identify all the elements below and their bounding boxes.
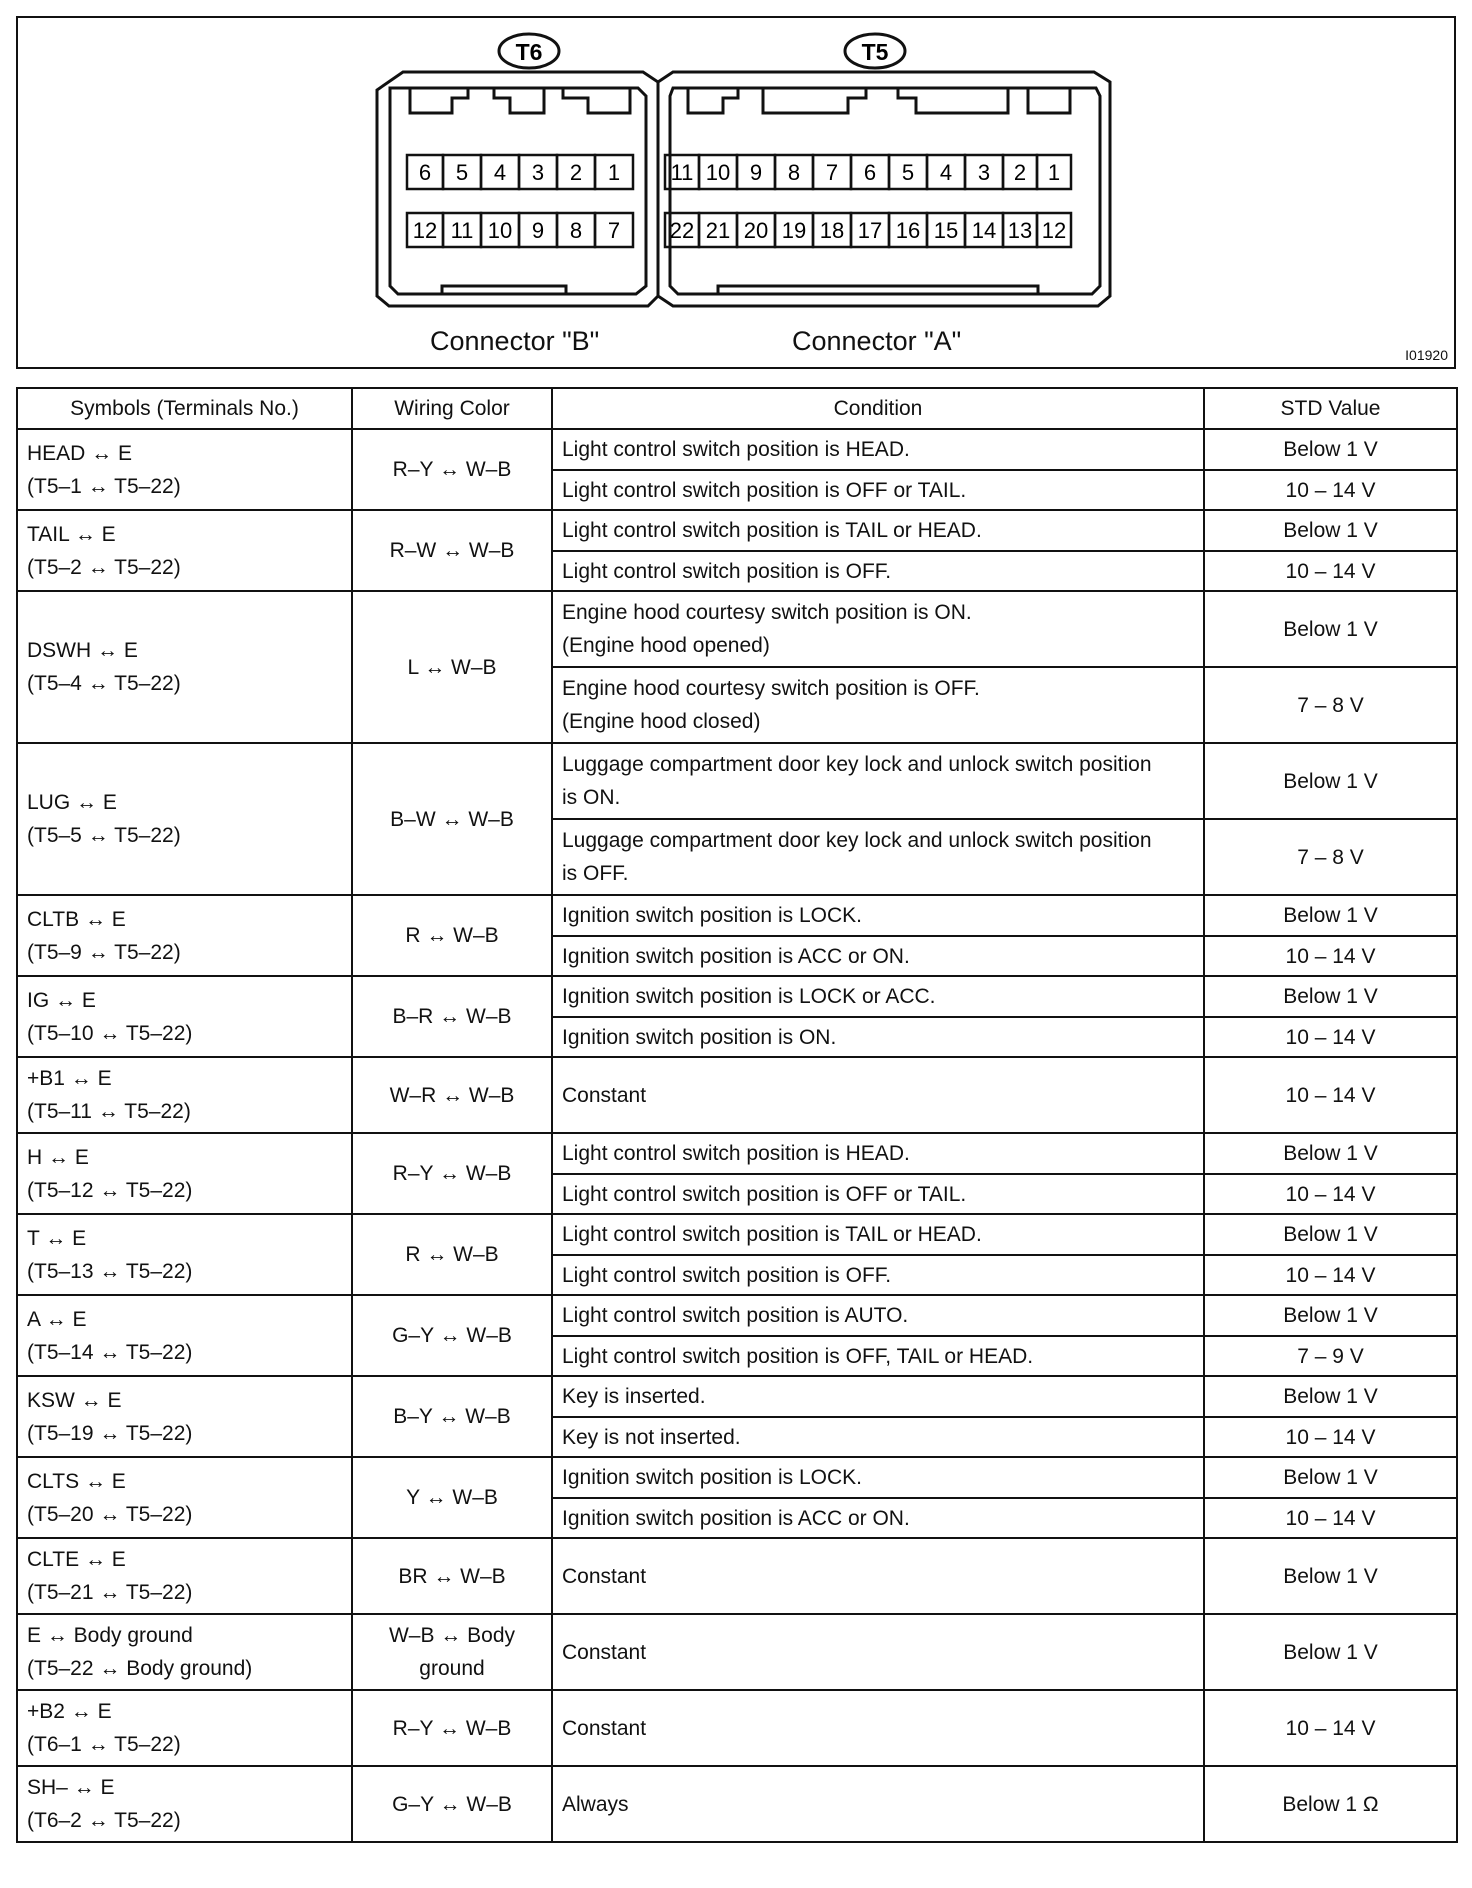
connector-b-pin-number: 11 bbox=[450, 218, 474, 243]
terminal-numbers: (T5–22 ↔ Body ground) bbox=[27, 1657, 253, 1680]
condition-cell bbox=[552, 1614, 1204, 1690]
wiring-color: R ↔ W–B bbox=[405, 1243, 499, 1266]
wiring-color-cell bbox=[352, 895, 552, 976]
connector-diagram bbox=[16, 16, 1456, 369]
terminal-numbers: (T5–5 ↔ T5–22) bbox=[27, 824, 181, 847]
connector-b-pin-number: 3 bbox=[531, 160, 545, 185]
wiring-color: R ↔ W–B bbox=[405, 924, 499, 947]
table-row bbox=[17, 976, 1457, 1017]
connector-b-pins bbox=[407, 155, 633, 247]
condition-text: Light control switch position is AUTO. bbox=[562, 1304, 909, 1327]
wiring-color: G–Y ↔ W–B bbox=[392, 1324, 512, 1347]
wiring-color-cell bbox=[352, 1538, 552, 1614]
wiring-color-cell bbox=[352, 1457, 552, 1538]
symbol-cell bbox=[17, 429, 352, 510]
table-row bbox=[17, 1766, 1457, 1842]
table-row bbox=[17, 1133, 1457, 1174]
std-value-cell: 7 – 8 V bbox=[1204, 667, 1457, 743]
symbol-name: LUG ↔ E bbox=[27, 791, 117, 814]
std-value-cell: Below 1 V bbox=[1204, 1376, 1457, 1417]
table-row bbox=[17, 429, 1457, 470]
std-value-cell: 10 – 14 V bbox=[1204, 1174, 1457, 1214]
condition-text: Light control switch position is TAIL or HEAD. bbox=[562, 1223, 982, 1246]
terminal-numbers: (T5–4 ↔ T5–22) bbox=[27, 672, 181, 695]
condition-text: Engine hood courtesy switch position is ON. bbox=[562, 601, 972, 624]
wiring-color: B–Y ↔ W–B bbox=[393, 1405, 511, 1428]
condition-text: Ignition switch position is LOCK. bbox=[562, 1466, 862, 1489]
connector-a-pin-number: 11 bbox=[670, 160, 694, 185]
std-value-cell: Below 1 Ω bbox=[1204, 1766, 1457, 1842]
symbol-name: CLTB ↔ E bbox=[27, 907, 126, 931]
condition-cell bbox=[552, 470, 1204, 510]
condition-cell bbox=[552, 1017, 1204, 1057]
std-value-cell: Below 1 V bbox=[1204, 895, 1457, 936]
std-value-cell: Below 1 V bbox=[1204, 1457, 1457, 1498]
connector-b-pin-number: 5 bbox=[455, 160, 469, 185]
symbol-cell bbox=[17, 1457, 352, 1538]
wiring-color: W–R ↔ W–B bbox=[389, 1083, 515, 1107]
connector-b-pin-number: 9 bbox=[531, 218, 545, 243]
connector-a-pin-number: 3 bbox=[977, 160, 991, 185]
terminal-numbers: (T5–21 ↔ T5–22) bbox=[27, 1581, 193, 1604]
connector-a-pin-number: 14 bbox=[971, 218, 997, 243]
condition-cell bbox=[552, 510, 1204, 551]
condition-text: Light control switch position is OFF or TAIL. bbox=[562, 1182, 967, 1206]
condition-text: Ignition switch position is ON. bbox=[562, 1025, 837, 1049]
std-value-cell: Below 1 V bbox=[1204, 510, 1457, 551]
std-value-cell: 7 – 8 V bbox=[1204, 819, 1457, 895]
condition-cell bbox=[552, 667, 1204, 743]
wiring-color-cell bbox=[352, 743, 552, 895]
symbol-name: A ↔ E bbox=[27, 1307, 87, 1331]
terminal-numbers: (T6–1 ↔ T5–22) bbox=[27, 1733, 181, 1756]
condition-cell bbox=[552, 1498, 1204, 1538]
symbol-cell bbox=[17, 510, 352, 591]
connector-b-label: Connector "B" bbox=[430, 326, 600, 356]
connector-a-pin-number: 10 bbox=[705, 160, 731, 185]
symbol-name: DSWH ↔ E bbox=[27, 639, 138, 662]
table-row bbox=[17, 1057, 1457, 1133]
symbol-name: +B2 ↔ E bbox=[27, 1700, 112, 1723]
condition-cell bbox=[552, 1457, 1204, 1498]
table-row bbox=[17, 1295, 1457, 1336]
connector-a-pins bbox=[665, 155, 1071, 247]
wiring-color: Y ↔ W–B bbox=[406, 1486, 498, 1509]
condition-cell bbox=[552, 895, 1204, 936]
symbol-name: H ↔ E bbox=[27, 1145, 89, 1169]
terminal-numbers: (T5–9 ↔ T5–22) bbox=[27, 940, 181, 964]
condition-text: Light control switch position is OFF. bbox=[562, 559, 892, 583]
condition-cell bbox=[552, 429, 1204, 470]
condition-text: Constant bbox=[562, 1083, 647, 1107]
symbol-name: SH– ↔ E bbox=[27, 1776, 115, 1799]
terminal-numbers: (T5–20 ↔ T5–22) bbox=[27, 1502, 193, 1526]
condition-cell bbox=[552, 1214, 1204, 1255]
connector-b-pin-number: 7 bbox=[607, 218, 621, 243]
wiring-color-cell bbox=[352, 1614, 552, 1690]
connector-a-pin-number: 7 bbox=[825, 160, 839, 185]
wiring-color-cell bbox=[352, 1133, 552, 1214]
header-condition: Condition bbox=[552, 388, 1204, 429]
connector-b-pin-number: 8 bbox=[569, 218, 583, 243]
connector-a-pin-number: 20 bbox=[743, 218, 769, 243]
condition-text: Light control switch position is HEAD. bbox=[562, 1142, 910, 1165]
connector-b-pin-number: 1 bbox=[607, 160, 621, 185]
condition-text: Light control switch position is HEAD. bbox=[562, 438, 910, 461]
std-value-cell: 10 – 14 V bbox=[1204, 1017, 1457, 1057]
terminal-numbers: (T5–2 ↔ T5–22) bbox=[27, 555, 181, 579]
condition-cell bbox=[552, 1336, 1204, 1376]
std-value-cell: 10 – 14 V bbox=[1204, 1057, 1457, 1133]
connector-a-label: Connector "A" bbox=[792, 326, 962, 356]
symbol-cell bbox=[17, 591, 352, 743]
condition-text: Constant bbox=[562, 1716, 647, 1740]
std-value-cell: Below 1 V bbox=[1204, 1133, 1457, 1174]
condition-cell bbox=[552, 591, 1204, 667]
connector-a-pin-number: 9 bbox=[749, 160, 763, 185]
connector-b-pin-number: 12 bbox=[412, 218, 438, 243]
table-row bbox=[17, 1214, 1457, 1255]
wiring-color-cell bbox=[352, 1295, 552, 1376]
condition-text: Ignition switch position is ACC or ON. bbox=[562, 1506, 910, 1530]
wiring-color: R–Y ↔ W–B bbox=[392, 1162, 512, 1185]
connector-b-pin-number: 6 bbox=[418, 160, 432, 185]
condition-cell bbox=[552, 1057, 1204, 1133]
wiring-color: B–R ↔ W–B bbox=[392, 1005, 512, 1028]
connector-a-pin-number: 16 bbox=[895, 218, 921, 243]
wiring-color-cell bbox=[352, 429, 552, 510]
condition-cell bbox=[552, 1417, 1204, 1457]
connector-drawing bbox=[18, 18, 1458, 371]
connector-a-pin-number: 22 bbox=[669, 218, 695, 243]
table-row bbox=[17, 1538, 1457, 1614]
condition-text: Key is inserted. bbox=[562, 1385, 706, 1408]
wiring-color: R–W ↔ W–B bbox=[389, 539, 515, 562]
connector-a-pin-number: 21 bbox=[705, 218, 731, 243]
symbol-name: HEAD ↔ E bbox=[27, 441, 133, 465]
condition-cell bbox=[552, 1690, 1204, 1766]
terminal-numbers: (T6–2 ↔ T5–22) bbox=[27, 1809, 181, 1832]
condition-cell bbox=[552, 976, 1204, 1017]
std-value-cell: Below 1 V bbox=[1204, 1538, 1457, 1614]
wiring-color: G–Y ↔ W–B bbox=[392, 1792, 512, 1816]
wiring-color-cell bbox=[352, 976, 552, 1057]
terminal-numbers: (T5–11 ↔ T5–22) bbox=[27, 1100, 191, 1123]
std-value-cell: Below 1 V bbox=[1204, 429, 1457, 470]
header-symbols: Symbols (Terminals No.) bbox=[17, 388, 352, 429]
std-value-cell: Below 1 V bbox=[1204, 1214, 1457, 1255]
condition-text: Engine hood courtesy switch position is OFF. bbox=[562, 677, 980, 700]
wiring-color: W–B ↔ Body bbox=[388, 1624, 516, 1647]
connector-a-pin-number: 2 bbox=[1013, 160, 1027, 185]
wiring-color-cell bbox=[352, 1057, 552, 1133]
condition-text: Ignition switch position is LOCK or ACC. bbox=[562, 985, 936, 1008]
std-value-cell: 10 – 14 V bbox=[1204, 470, 1457, 510]
symbol-cell bbox=[17, 976, 352, 1057]
connector-a-tag: T5 bbox=[861, 39, 889, 65]
condition-cell bbox=[552, 1255, 1204, 1295]
table-header-row bbox=[17, 388, 1457, 429]
wiring-color-cell bbox=[352, 1690, 552, 1766]
symbol-cell bbox=[17, 1766, 352, 1842]
symbol-name: T ↔ E bbox=[27, 1226, 87, 1250]
symbol-cell bbox=[17, 895, 352, 976]
condition-text: Light control switch position is OFF or TAIL. bbox=[562, 478, 967, 502]
std-value-cell: 7 – 9 V bbox=[1204, 1336, 1457, 1376]
connector-a-pin-number: 8 bbox=[787, 160, 801, 185]
condition-text: Always bbox=[562, 1792, 629, 1816]
std-value-cell: Below 1 V bbox=[1204, 976, 1457, 1017]
condition-text: Constant bbox=[562, 1564, 647, 1588]
connector-a-pin-number: 12 bbox=[1041, 218, 1067, 243]
condition-text: Constant bbox=[562, 1640, 647, 1664]
std-value-cell: Below 1 V bbox=[1204, 743, 1457, 819]
symbol-name: CLTE ↔ E bbox=[27, 1548, 126, 1571]
symbol-name: IG ↔ E bbox=[27, 988, 96, 1012]
condition-text: Ignition switch position is LOCK. bbox=[562, 904, 862, 927]
table-row bbox=[17, 591, 1457, 667]
condition-text-continued: is ON. bbox=[562, 786, 621, 809]
condition-cell bbox=[552, 1766, 1204, 1842]
std-value-cell: Below 1 V bbox=[1204, 1614, 1457, 1690]
connector-b-pin-number: 4 bbox=[493, 160, 507, 185]
std-value-cell: 10 – 14 V bbox=[1204, 551, 1457, 591]
std-value-cell: 10 – 14 V bbox=[1204, 1255, 1457, 1295]
condition-text: Light control switch position is TAIL or HEAD. bbox=[562, 519, 982, 542]
wiring-color: BR ↔ W–B bbox=[398, 1564, 506, 1588]
connector-b-pin-number: 10 bbox=[487, 218, 513, 243]
connector-a-pin-number: 17 bbox=[857, 218, 883, 243]
condition-cell bbox=[552, 551, 1204, 591]
connector-a-pin-number: 19 bbox=[781, 218, 807, 243]
figure-ref-code: I01920 bbox=[1405, 347, 1448, 363]
connector-a-pin-number: 6 bbox=[863, 160, 877, 185]
condition-cell bbox=[552, 1174, 1204, 1214]
condition-text: Luggage compartment door key lock and unlock switch position bbox=[562, 753, 1152, 776]
std-value-cell: Below 1 V bbox=[1204, 591, 1457, 667]
condition-cell bbox=[552, 936, 1204, 976]
wiring-color: R–Y ↔ W–B bbox=[392, 458, 512, 481]
symbol-cell bbox=[17, 1690, 352, 1766]
condition-text: Key is not inserted. bbox=[562, 1425, 741, 1449]
condition-text: Luggage compartment door key lock and unlock switch position bbox=[562, 829, 1152, 852]
symbol-name: +B1 ↔ E bbox=[27, 1067, 112, 1090]
wiring-color-cell bbox=[352, 1376, 552, 1457]
connector-b-pin-number: 2 bbox=[569, 160, 583, 185]
std-value-cell: Below 1 V bbox=[1204, 1295, 1457, 1336]
condition-text: Light control switch position is OFF. bbox=[562, 1263, 892, 1287]
header-std-value: STD Value bbox=[1204, 388, 1457, 429]
header-wiring-color: Wiring Color bbox=[352, 388, 552, 429]
connector-a-pin-number: 1 bbox=[1047, 160, 1061, 185]
symbol-name: E ↔ Body ground bbox=[27, 1624, 193, 1647]
terminal-numbers: (T5–10 ↔ T5–22) bbox=[27, 1021, 193, 1045]
symbol-name: KSW ↔ E bbox=[27, 1388, 122, 1412]
table-row bbox=[17, 743, 1457, 819]
symbol-cell bbox=[17, 1133, 352, 1214]
std-value-cell: 10 – 14 V bbox=[1204, 1417, 1457, 1457]
symbol-cell bbox=[17, 1538, 352, 1614]
connector-b-tag: T6 bbox=[515, 39, 543, 65]
condition-text-continued: is OFF. bbox=[562, 862, 629, 885]
table-row bbox=[17, 510, 1457, 551]
table-row bbox=[17, 1376, 1457, 1417]
condition-cell bbox=[552, 743, 1204, 819]
connector-a-pin-number: 15 bbox=[933, 218, 959, 243]
connector-a-pin-number: 18 bbox=[819, 218, 845, 243]
table-row bbox=[17, 1457, 1457, 1498]
symbol-name: TAIL ↔ E bbox=[27, 522, 116, 546]
symbol-cell bbox=[17, 1376, 352, 1457]
wiring-color: R–Y ↔ W–B bbox=[392, 1716, 512, 1740]
terminal-numbers: (T5–13 ↔ T5–22) bbox=[27, 1259, 193, 1283]
condition-cell bbox=[552, 819, 1204, 895]
symbol-cell bbox=[17, 1295, 352, 1376]
terminal-spec-table bbox=[16, 387, 1458, 1843]
terminal-numbers: (T5–19 ↔ T5–22) bbox=[27, 1421, 193, 1445]
condition-text-continued: (Engine hood opened) bbox=[562, 634, 770, 657]
std-value-cell: 10 – 14 V bbox=[1204, 1498, 1457, 1538]
condition-cell bbox=[552, 1538, 1204, 1614]
wiring-color-cell bbox=[352, 1766, 552, 1842]
symbol-cell bbox=[17, 1214, 352, 1295]
condition-text: Ignition switch position is ACC or ON. bbox=[562, 944, 910, 968]
condition-text: Light control switch position is OFF, TAIL or HEAD. bbox=[562, 1344, 1034, 1368]
symbol-cell bbox=[17, 1057, 352, 1133]
connector-a-pin-number: 4 bbox=[939, 160, 953, 185]
wiring-color-cell bbox=[352, 591, 552, 743]
wiring-color-continued: ground bbox=[419, 1657, 485, 1680]
condition-cell bbox=[552, 1295, 1204, 1336]
condition-cell bbox=[552, 1133, 1204, 1174]
symbol-cell bbox=[17, 743, 352, 895]
symbol-name: CLTS ↔ E bbox=[27, 1469, 126, 1493]
wiring-color-cell bbox=[352, 510, 552, 591]
condition-text-continued: (Engine hood closed) bbox=[562, 710, 761, 733]
condition-cell bbox=[552, 1376, 1204, 1417]
symbol-cell bbox=[17, 1614, 352, 1690]
table-row bbox=[17, 895, 1457, 936]
connector-a-pin-number: 5 bbox=[901, 160, 915, 185]
terminal-numbers: (T5–1 ↔ T5–22) bbox=[27, 474, 181, 498]
wiring-color: B–W ↔ W–B bbox=[390, 807, 514, 831]
connector-a-pin-number: 13 bbox=[1007, 218, 1033, 243]
terminal-numbers: (T5–12 ↔ T5–22) bbox=[27, 1178, 193, 1202]
std-value-cell: 10 – 14 V bbox=[1204, 936, 1457, 976]
table-row bbox=[17, 1690, 1457, 1766]
std-value-cell: 10 – 14 V bbox=[1204, 1690, 1457, 1766]
table-row bbox=[17, 1614, 1457, 1690]
wiring-color-cell bbox=[352, 1214, 552, 1295]
terminal-numbers: (T5–14 ↔ T5–22) bbox=[27, 1340, 193, 1364]
wiring-color: L ↔ W–B bbox=[407, 655, 497, 679]
